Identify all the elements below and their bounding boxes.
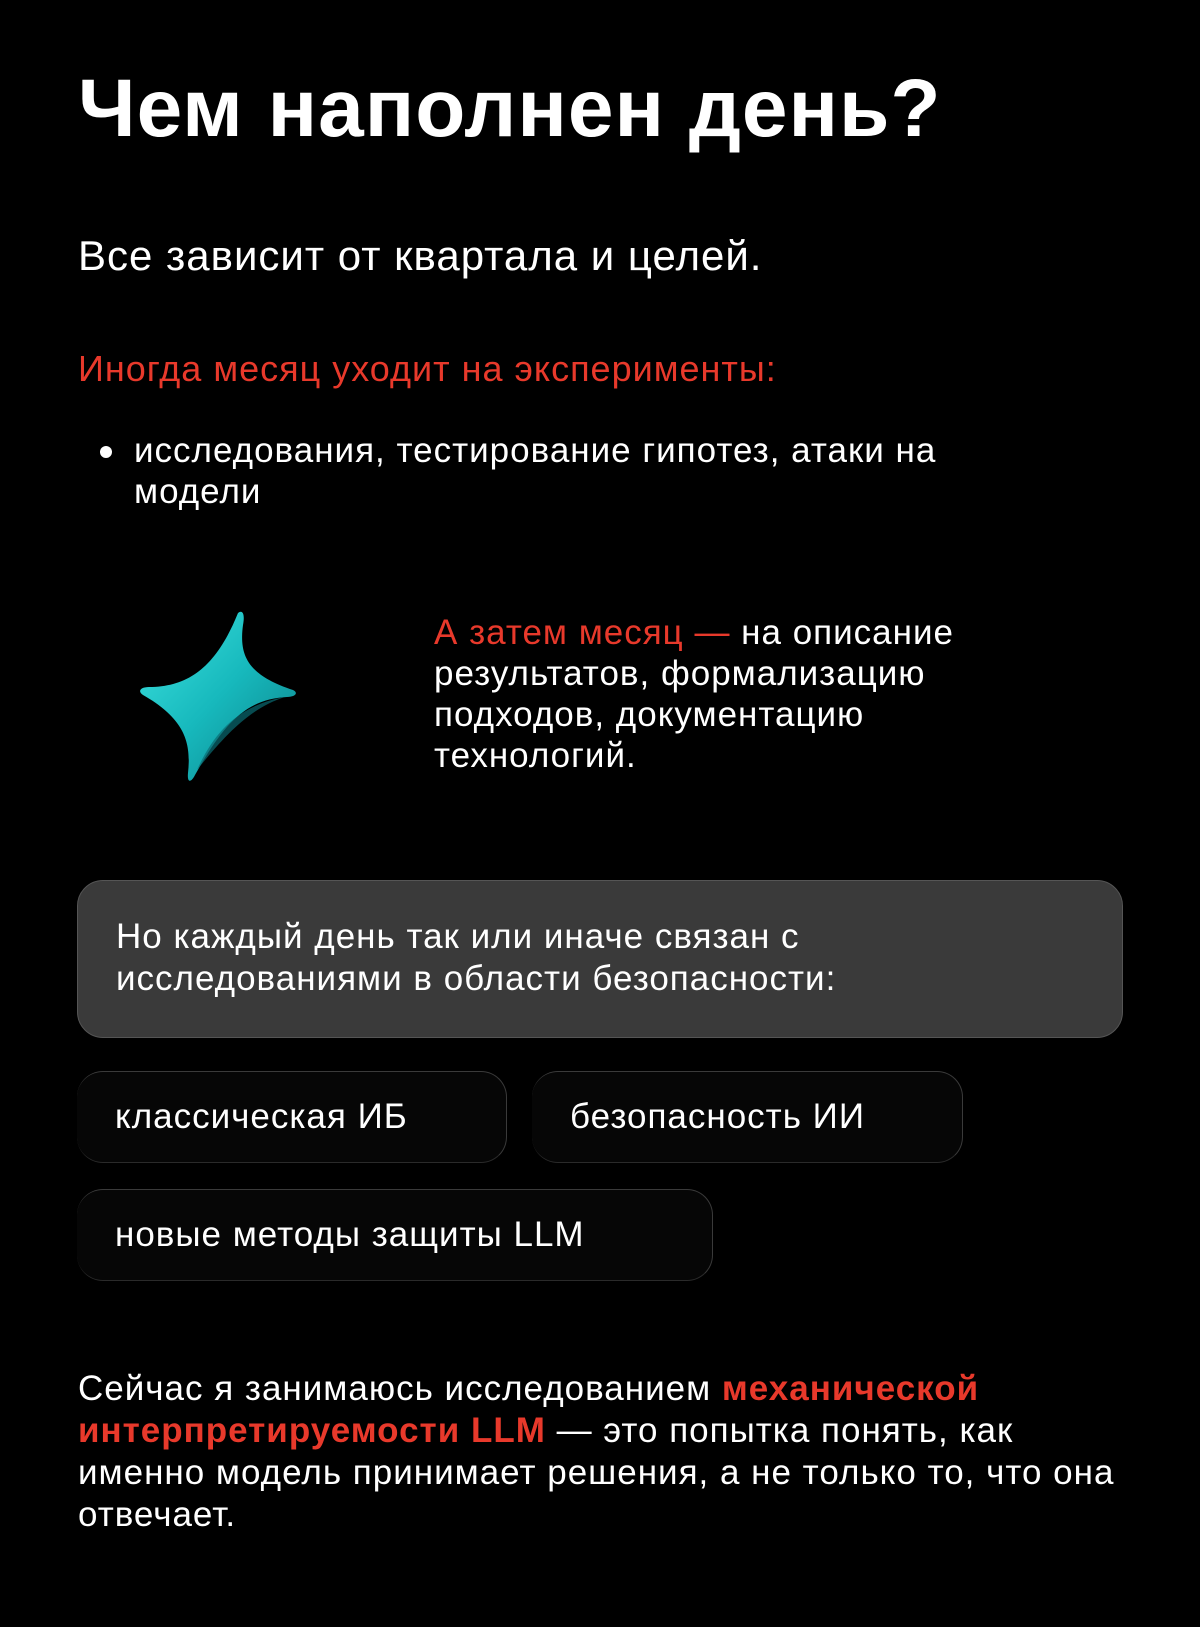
outro-after: — это попытка понять, как именно модель принимает решения, а не только то, что она отвечает. — [78, 1411, 1115, 1534]
experiments-lead: Иногда месяц уходит на эксперименты: — [78, 348, 777, 389]
chip-ai-security: безопасность ИИ — [532, 1071, 963, 1163]
then-rest: на описание результатов, формализацию подходов, документацию технологий. — [434, 613, 954, 775]
outro-highlight: механической интерпретируемости LLM — [78, 1369, 980, 1450]
chip-llm-defense: новые методы защиты LLM — [77, 1189, 713, 1281]
sparkle-star-icon — [135, 605, 305, 790]
callout-text: Но каждый день так или иначе связан с исследованиями в области безопасности: — [116, 917, 837, 998]
bullet-item: исследования, тестирование гипотез, атаки на модели — [96, 430, 954, 512]
then-paragraph — [434, 612, 1074, 776]
chip-classic-infosec: классическая ИБ — [77, 1071, 507, 1163]
outro-paragraph — [78, 1368, 1128, 1536]
bullet-list — [96, 430, 954, 512]
then-highlight: А затем месяц — — [434, 613, 731, 652]
subtitle: Все зависит от квартала и целей. — [78, 232, 763, 279]
security-callout — [77, 880, 1123, 1038]
page-title: Чем наполнен день? — [78, 63, 942, 154]
outro-before: Сейчас я занимаюсь исследованием — [78, 1369, 722, 1408]
